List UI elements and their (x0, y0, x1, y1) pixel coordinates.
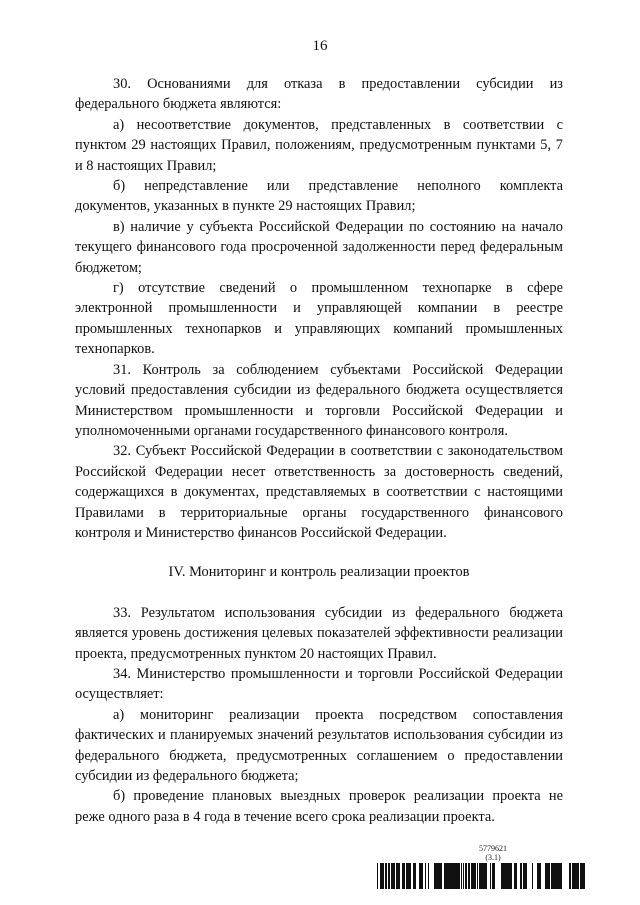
paragraph-33: 33. Результатом использования субсидии из федерального бюджета является уровень достижения целевых показателей эффективности реализации проекта, предусмотренных пунктом 20 настоящих Правил. (75, 604, 563, 662)
paragraph-31: 31. Контроль за соблюдением субъектами Российской Федерации условий предоставления субсидии из федерального бюджета осуществляется Министерством промышленности и торговли Российской Федерации и уполномоченными органами государственного финансового контроля. (75, 361, 563, 439)
paragraph-32: 32. Субъект Российской Федерации в соответствии с законодательством Российской Федерации несет ответственность за достоверность сведений, содержащихся в документах, представляемых в соответствии с настоящими Правилами в территориальные органы государственного финансового контроля и Министерство финансов Российской Федерации. (75, 443, 563, 541)
page-number: 16 (312, 38, 328, 54)
barcode-block (377, 844, 587, 889)
barcode-code: 5779621 (3.1) (479, 844, 507, 862)
section-heading: IV. Мониторинг и контроль реализации проектов (168, 564, 470, 581)
paragraph-30-g: г) отсутствие сведений о промышленном технопарке в сфере электронной промышленности и управляющей компании в реестре промышленных технопарков и управляющих компаний промышленных технопарков. (75, 280, 563, 358)
paragraph-34: 34. Министерство промышленности и торговли Российской Федерации осуществляет: (75, 665, 563, 703)
paragraph-30-b: б) непредставление или представление неполного комплекта документов, указанных в пункте 29 настоящих Правил; (75, 178, 563, 215)
paragraph-30-v: в) наличие у субъекта Российской Федерации по состоянию на начало текущего финансового года просроченной задолженности перед федеральным бюджетом; (75, 218, 563, 276)
paragraph-30-a: а) несоответствие документов, представленных в соответствии с пунктом 29 настоящих Правил, положениям, предусмотренным пунктами 5, 7 и 8 настоящих Правил; (75, 116, 563, 174)
document-body (75, 74, 563, 827)
barcode-image (377, 863, 587, 889)
paragraph-30: 30. Основаниями для отказа в предоставлении субсидии из федерального бюджета являются: (75, 76, 563, 113)
paragraph-34-b: б) проведение плановых выездных проверок реализации проекта не реже одного раза в 4 года в течение всего срока реализации проекта. (75, 788, 563, 825)
paragraph-34-a: а) мониторинг реализации проекта посредством сопоставления фактических и планируемых значений результатов использования субсидии из федерального бюджета, предусмотренных соглашением о предоставлении субсидии из федерального бюджета; (75, 706, 563, 784)
